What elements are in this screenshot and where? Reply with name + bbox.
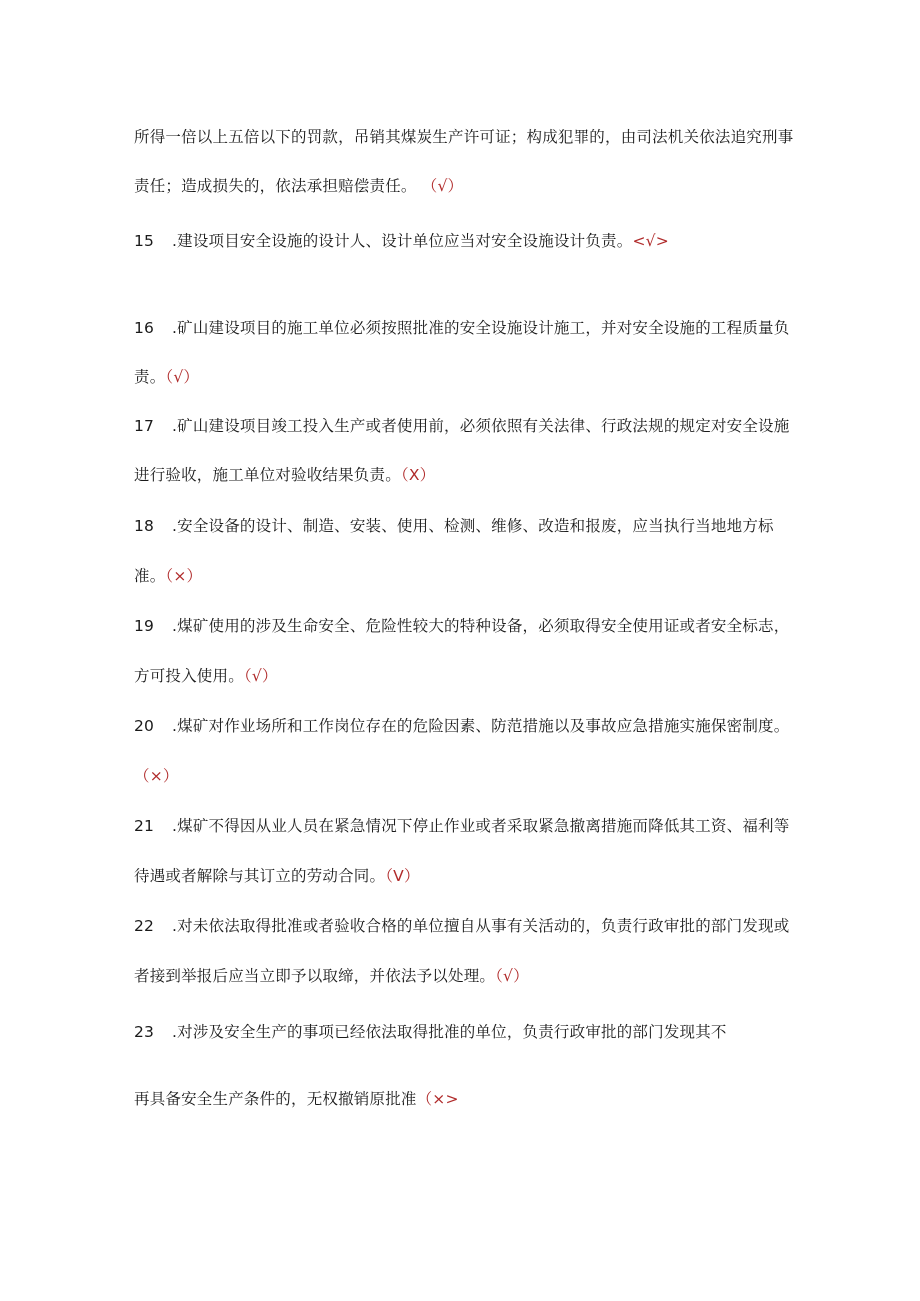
- question-number: 16: [134, 319, 155, 337]
- question-number: 18: [134, 517, 155, 535]
- question-19-line-1: [134, 616, 789, 636]
- question-text: 方可投入使用。: [134, 667, 244, 685]
- question-text: .煤矿对作业场所和工作岗位存在的危险因素、防范措施以及事故应急措施实施保密制度。: [172, 717, 790, 735]
- answer-mark: （×）: [134, 767, 179, 785]
- question-text: .对未依法取得批准或者验收合格的单位擅自从事有关活动的，负责行政审批的部门发现或: [172, 917, 790, 935]
- question-22-line-2: [134, 966, 529, 986]
- question-17-line-1: [134, 416, 789, 436]
- question-text: .矿山建设项目竣工投入生产或者使用前，必须依照有关法律、行政法规的规定对安全设施: [172, 417, 790, 435]
- question-22-line-1: [134, 916, 789, 936]
- continuation-line-2: [134, 176, 463, 196]
- continuation-line-1: [134, 127, 793, 147]
- question-number: 21: [134, 817, 155, 835]
- question-number: 19: [134, 617, 155, 635]
- question-text: 再具备安全生产条件的，无权撤销原批准: [134, 1090, 417, 1108]
- answer-mark: （√）: [165, 368, 200, 386]
- question-number: 22: [134, 917, 155, 935]
- question-text: .矿山建设项目的施工单位必须按照批准的安全设施设计施工，并对安全设施的工程质量负: [172, 319, 790, 337]
- answer-mark: （√）: [495, 967, 529, 985]
- answer-mark: （√）: [243, 667, 278, 685]
- question-text: 待遇或者解除与其订立的劳动合同。: [134, 867, 386, 885]
- question-19-line-2: [134, 666, 278, 686]
- question-text: .煤矿使用的涉及生命安全、危险性较大的特种设备，必须取得安全使用证或者安全标志，: [172, 617, 790, 635]
- question-text: 进行验收，施工单位对验收结果负责。: [134, 466, 401, 484]
- question-23-line-1: [134, 1022, 727, 1042]
- answer-mark: （√）: [421, 177, 464, 195]
- question-21-line-1: [134, 816, 789, 836]
- question-text: 准。: [134, 567, 166, 585]
- question-number: 15: [134, 232, 155, 250]
- question-20-line-1: [134, 716, 789, 736]
- question-23-line-2: [134, 1089, 459, 1109]
- answer-mark: （X）: [400, 466, 436, 484]
- question-number: 17: [134, 417, 155, 435]
- question-20-line-2: [134, 766, 179, 786]
- answer-mark: （V）: [385, 867, 420, 885]
- question-15-line-1: [134, 231, 669, 251]
- question-number: 23: [134, 1023, 155, 1041]
- question-21-line-2: [134, 866, 420, 886]
- answer-mark: （×>: [416, 1090, 459, 1108]
- question-text: .建设项目安全设施的设计人、设计单位应当对安全设施设计负责。: [172, 232, 633, 250]
- question-16-line-2: [134, 367, 199, 387]
- question-text: 者接到举报后应当立即予以取缔，并依法予以处理。: [134, 967, 496, 985]
- question-17-line-2: [134, 465, 435, 485]
- answer-mark: <√>: [632, 232, 669, 250]
- continuation-text-2: 责任；造成损失的，依法承担赔偿责任。: [134, 177, 417, 195]
- question-text: .对涉及安全生产的事项已经依法取得批准的单位，负责行政审批的部门发现其不: [172, 1023, 727, 1041]
- continuation-text-1: 所得一倍以上五倍以下的罚款，吊销其煤炭生产许可证；构成犯罪的，由司法机关依法追究刑事: [134, 128, 794, 146]
- question-18-line-2: [134, 566, 202, 586]
- question-18-line-1: [134, 516, 774, 536]
- question-text: 责。: [134, 368, 166, 386]
- question-16-line-1: [134, 318, 789, 338]
- answer-mark: （×）: [165, 567, 203, 585]
- question-text: .安全设备的设计、制造、安装、使用、检测、维修、改造和报废，应当执行当地地方标: [172, 517, 774, 535]
- question-text: .煤矿不得因从业人员在紧急情况下停止作业或者采取紧急撤离措施而降低其工资、福利等: [172, 817, 790, 835]
- question-number: 20: [134, 717, 155, 735]
